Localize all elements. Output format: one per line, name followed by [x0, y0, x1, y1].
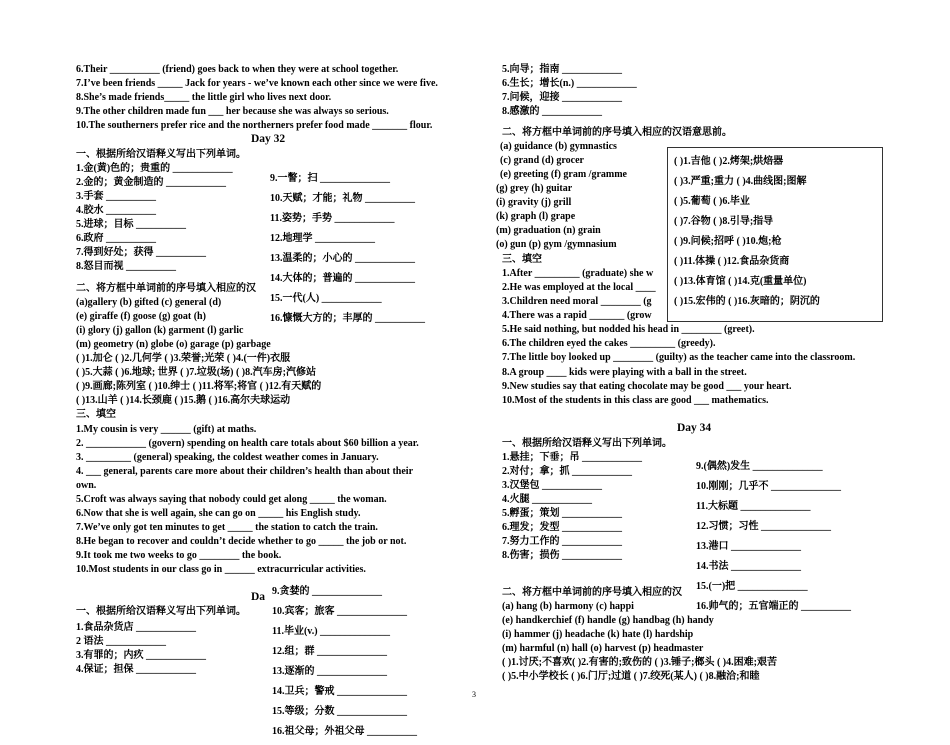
- day32-word-6: 6.政府 __________: [76, 233, 156, 244]
- box-row-4: ( )7.谷物 ( )8.引导;指导: [674, 216, 774, 227]
- prev-fill-7: 7.I’ve been friends _____ Jack for years - we’ve known each other since we were five.: [76, 78, 438, 89]
- day32-word-5: 5.进球；目标 __________: [76, 219, 186, 230]
- day32-word-13: 13.温柔的；小心的 ____________: [270, 253, 415, 264]
- day32-word-9: 9.一瞥；扫 ______________: [270, 173, 390, 184]
- day32-fill-4-cont: own.: [76, 480, 97, 491]
- day32-answers-row-2: ( )5.大蒜 ( )6.地球; 世界 ( )7.垃圾(场) ( )8.汽车房;汽修站: [76, 367, 316, 378]
- day33-words-row-7: (m) graduation (n) grain: [496, 225, 601, 236]
- day32-word-12: 12.地理学 ____________: [270, 233, 375, 244]
- prev-fill-6: 6.Their __________ (friend) goes back to when they were at school together.: [76, 64, 399, 75]
- day33-word-13: 13.逐渐的 ______________: [272, 666, 387, 677]
- box-row-3: ( )5.葡萄 ( )6.毕业: [674, 196, 750, 207]
- day32-word-2: 2.金的；黄金制造的 ____________: [76, 177, 226, 188]
- box-row-5: ( )9.问候;招呼 ( )10.炮;枪: [674, 236, 782, 247]
- day32-fill-3: 3. _________ (general) speaking, the coldest weather comes in January.: [76, 452, 379, 463]
- page-number: 3: [472, 690, 476, 699]
- day34-word-3: 3.汉堡包 ____________: [502, 480, 602, 491]
- day34-words-row-1: (a) hang (b) harmony (c) happi: [502, 601, 634, 612]
- day32-fill-10: 10.Most students in our class go in ______ extracurricular activities.: [76, 564, 366, 575]
- day32-fill-5: 5.Croft was always saying that nobody could get along _____ the woman.: [76, 494, 387, 505]
- day32-word-11: 11.姿势；手势 ____________: [270, 213, 395, 224]
- day32-word-14: 14.大体的；普遍的 ____________: [270, 273, 415, 284]
- day33-words-row-6: (k) graph (l) grape: [496, 211, 576, 222]
- day33-word-5: 5.向导；指南 ____________: [502, 64, 622, 75]
- day33-fill-4: 4.There was a rapid _______ (grow: [502, 310, 652, 321]
- day33-sec1-heading: 一、根据所给汉语释义写出下列单词。: [76, 606, 246, 617]
- day34-answers-row-2: ( )5.中小学校长 ( )6.门厅;过道 ( )7.绞死(某人) ( )8.融洽;和睦: [502, 671, 760, 682]
- day33-sec3-heading: 三、填空: [502, 254, 542, 265]
- day32-word-3: 3.手套 __________: [76, 191, 156, 202]
- day32-sec3-heading: 三、填空: [76, 409, 116, 420]
- day33-fill-10: 10.Most of the students in this class are good ___ mathematics.: [502, 395, 769, 406]
- day32-title: Day 32: [251, 133, 286, 145]
- day34-answers-row-1: ( )1.讨厌;不喜欢( )2.有害的;致伤的 ( )3.锤子;榔头 ( )4.困难;艰苦: [502, 657, 777, 668]
- day32-answers-row-3: ( )9.画廊;陈列室 ( )10.绅士 ( )11.将军;将官 ( )12.有天赋的: [76, 381, 322, 392]
- day34-word-7: 7.努力工作的 ____________: [502, 536, 622, 547]
- day33-fill-7: 7.The little boy looked up ________ (guilty) as the teacher came into the classroom.: [502, 352, 856, 363]
- day34-sec1-heading: 一、根据所给汉语释义写出下列单词。: [502, 438, 672, 449]
- day34-word-9: 9.(偶然)发生 ______________: [696, 461, 823, 472]
- day33-title: Da: [251, 591, 266, 603]
- day32-word-4: 4.胶水 __________: [76, 205, 156, 216]
- day33-word-10: 10.宾客；旅客 ______________: [272, 606, 407, 617]
- day32-word-10: 10.天赋；才能；礼物 __________: [270, 193, 415, 204]
- day34-words-row-4: (m) harmful (n) hall (o) harvest (p) headmaster: [502, 643, 704, 654]
- day34-word-4: 4.火腿 ____________: [502, 494, 592, 505]
- day33-word-3: 3.有罪的；内疚 ____________: [76, 650, 206, 661]
- box-row-7: ( )13.体育馆 ( )14.克(重量单位): [674, 276, 807, 287]
- day33-word-12: 12.组；群 ______________: [272, 646, 387, 657]
- day33-word-1: 1.食品杂货店 ____________: [76, 622, 196, 633]
- day33-word-8: 8.感激的 ____________: [502, 106, 602, 117]
- day33-word-2: 2 语法 ____________: [76, 636, 166, 647]
- day32-words-row-1: (a)gallery (b) gifted (c) general (d): [76, 297, 222, 308]
- day33-fill-1: 1.After _________ (graduate) she w: [502, 268, 654, 279]
- day32-fill-4: 4. ___ general, parents care more about their children’s health than about their: [76, 466, 414, 477]
- day32-fill-6: 6.Now that she is well again, she can go on _____ his English study.: [76, 508, 361, 519]
- day33-word-6: 6.生长；增长(n.) ____________: [502, 78, 637, 89]
- box-row-2: ( )3.严重;重力 ( )4.曲线图;图解: [674, 176, 807, 187]
- day32-sec1-heading: 一、根据所给汉语释义写出下列单词。: [76, 149, 246, 160]
- day34-title: Day 34: [677, 422, 712, 434]
- prev-fill-9: 9.The other children made fun ___ her because she was always so serious.: [76, 106, 389, 117]
- day33-words-row-8: (o) gun (p) gym /gymnasium: [496, 239, 617, 250]
- day32-word-1: 1.金(黄)色的；贵重的 ____________: [76, 163, 233, 174]
- day33-word-14: 14.卫兵；警戒 ______________: [272, 686, 407, 697]
- prev-fill-10: 10.The southerners prefer rice and the northerners prefer food made _______ flour.: [76, 120, 433, 131]
- box-row-6: ( )11.体操 ( )12.食品杂货商: [674, 256, 790, 267]
- day32-word-8: 8.怒目而视 __________: [76, 261, 176, 272]
- day32-answers-row-4: ( )13.山羊 ( )14.长颈鹿 ( )15.鹅 ( )16.高尔夫球运动: [76, 395, 291, 406]
- prev-fill-8: 8.She’s made friends_____ the little girl who lives next door.: [76, 92, 332, 103]
- day33-fill-9: 9.New studies say that eating chocolate may be good ___ your heart.: [502, 381, 792, 392]
- day33-words-row-3: (e) greeting (f) gram /gramme: [500, 169, 627, 180]
- day33-word-11: 11.毕业(v.) ______________: [272, 626, 391, 637]
- day34-words-row-3: (i) hammer (j) headache (k) hate (l) hardship: [502, 629, 694, 640]
- day33-fill-6: 6.The children eyed the cakes _________ (greedy).: [502, 338, 716, 349]
- day33-word-15: 15.等级；分数 ______________: [272, 706, 407, 717]
- day33-fill-3: 3.Children need moral ________ (g: [502, 296, 652, 307]
- day33-word-7: 7.问候，迎接 ____________: [502, 92, 622, 103]
- day32-sec2-heading: 二、将方框中单词前的序号填入相应的汉: [76, 283, 256, 294]
- day34-word-15: 15.(一)把 ______________: [696, 581, 808, 592]
- day33-fill-5: 5.He said nothing, but nodded his head in ________ (greet).: [502, 324, 755, 335]
- day33-word-4: 4.保证；担保 ____________: [76, 664, 196, 675]
- day34-words-row-2: (e) handkerchief (f) handle (g) handbag (h) handy: [502, 615, 714, 626]
- day33-words-row-1: (a) guidance (b) gymnastics: [500, 141, 617, 152]
- day32-word-15: 15.一代(人) ____________: [270, 293, 382, 304]
- day32-fill-1: 1.My cousin is very ______ (gift) at maths.: [76, 424, 257, 435]
- day34-word-10: 10.刚刚；几乎不 ______________: [696, 481, 841, 492]
- day32-words-row-2: (e) giraffe (f) goose (g) goat (h): [76, 311, 206, 322]
- day32-fill-9: 9.It took me two weeks to go ________ the book.: [76, 550, 282, 561]
- day34-word-1: 1.悬挂；下垂；吊 ____________: [502, 452, 642, 463]
- day32-fill-7: 7.We’ve only got ten minutes to get _____ the station to catch the train.: [76, 522, 378, 533]
- day34-sec2-heading: 二、将方框中单词前的序号填入相应的汉: [502, 587, 682, 598]
- day33-word-9: 9.贪婪的 ______________: [272, 586, 382, 597]
- day33-words-row-2: (c) grand (d) grocer: [500, 155, 584, 166]
- day32-word-16: 16.慷慨大方的；丰厚的 __________: [270, 313, 425, 324]
- day32-fill-8: 8.He began to recover and couldn’t decide whether to go _____ the job or not.: [76, 536, 407, 547]
- day34-word-12: 12.习惯；习性 ______________: [696, 521, 831, 532]
- box-row-1: ( )1.吉他 ( )2.烤架;烘焙器: [674, 156, 784, 167]
- day34-word-6: 6.理发；发型 ____________: [502, 522, 622, 533]
- day34-word-14: 14.书法 ______________: [696, 561, 801, 572]
- day33-words-row-5: (i) gravity (j) grill: [496, 197, 572, 208]
- day32-words-row-4: (m) geometry (n) globe (o) garage (p) garbage: [76, 339, 271, 350]
- day34-word-2: 2.对付；拿；抓 ____________: [502, 466, 632, 477]
- day34-word-11: 11.大标题 ______________: [696, 501, 811, 512]
- day32-words-row-3: (i) glory (j) gallon (k) garment (l) garlic: [76, 325, 244, 336]
- day34-word-16: 16.帅气的；五官端正的 __________: [696, 601, 851, 612]
- day34-word-5: 5.孵蛋；策划 ____________: [502, 508, 622, 519]
- day33-sec2-heading: 二、将方框中单词前的序号填入相应的汉语意思前。: [502, 127, 732, 138]
- day33-word-16: 16.祖父母；外祖父母 __________: [272, 726, 417, 737]
- day32-answers-row-1: ( )1.加仑 ( )2.几何学 ( )3.荣誉;光荣 ( )4.(一件)衣服: [76, 353, 291, 364]
- day33-words-row-4: (g) grey (h) guitar: [496, 183, 573, 194]
- day33-fill-8: 8.A group ____ kids were playing with a ball in the street.: [502, 367, 747, 378]
- day33-fill-2: 2.He was employed at the local ____: [502, 282, 656, 293]
- day32-word-7: 7.得到好处；获得 __________: [76, 247, 206, 258]
- day34-word-8: 8.伤害；损伤 ____________: [502, 550, 622, 561]
- day32-fill-2: 2. ____________ (govern) spending on health care totals about $60 billion a year.: [76, 438, 419, 449]
- box-row-8: ( )15.宏伟的 ( )16.灰暗的；阴沉的: [674, 296, 820, 307]
- day34-word-13: 13.港口 ______________: [696, 541, 801, 552]
